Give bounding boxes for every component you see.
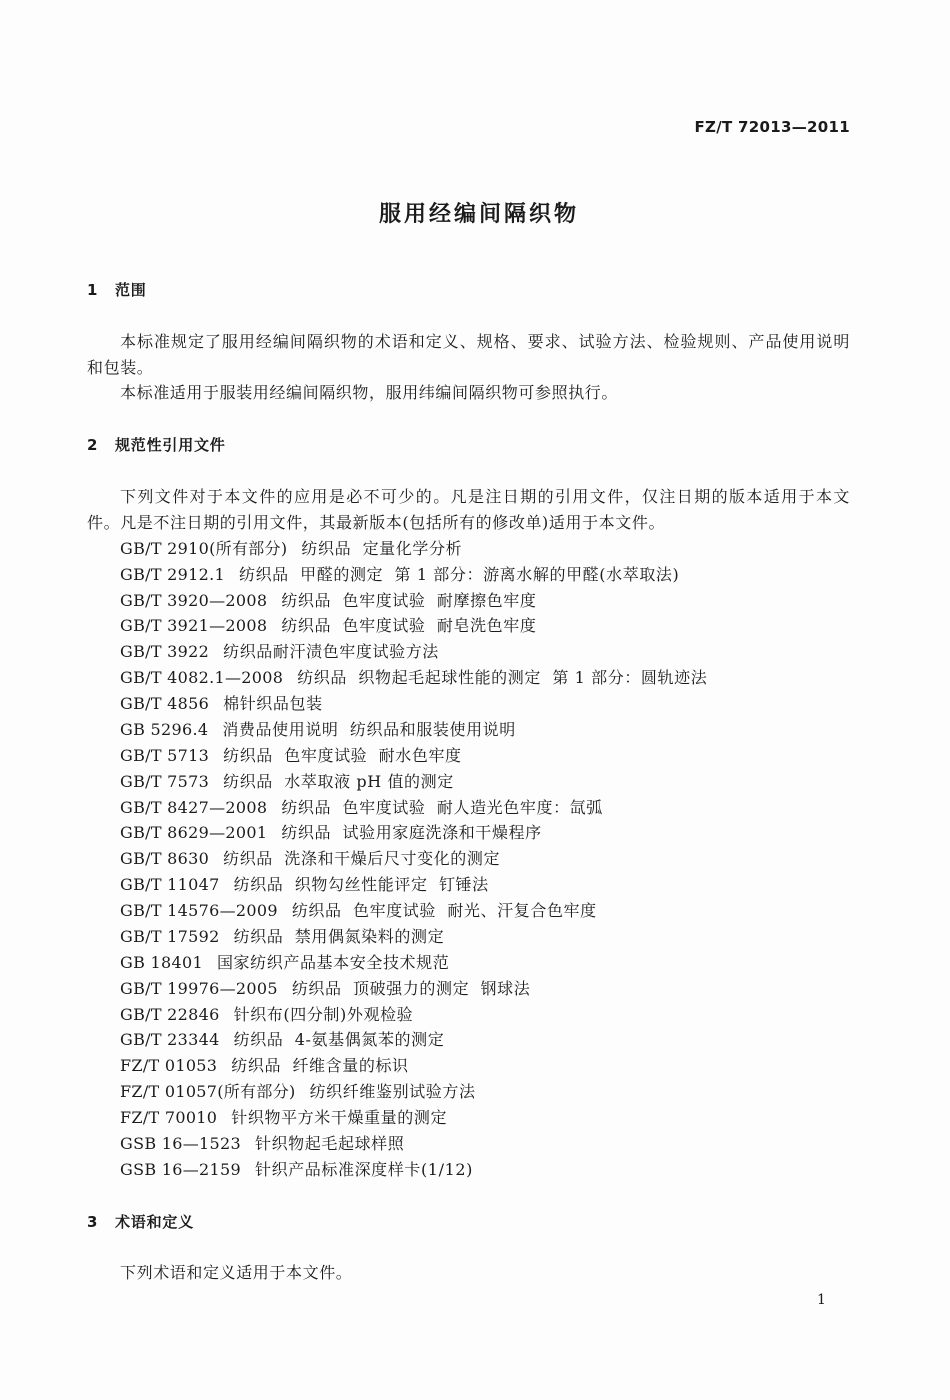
reference-title: 纺织品 色牢度试验 耐摩擦色牢度 [281, 590, 537, 610]
reference-code: GB/T 22846 [120, 1004, 220, 1024]
reference-title: 国家纺织产品基本安全技术规范 [216, 952, 450, 972]
reference-title: 纺织品 纤维含量的标识 [231, 1056, 409, 1076]
reference-title: 纺织品 水萃取液 pH 值的测定 [223, 771, 454, 791]
reference-item [87, 1105, 850, 1131]
reference-item [87, 950, 850, 976]
reference-title: 棉针织品包装 [223, 694, 323, 713]
reference-title: 消费品使用说明 纺织品和服装使用说明 [222, 719, 516, 739]
reference-code: GB/T 7573 [120, 771, 210, 791]
reference-title: 纺织品 定量化学分析 [301, 538, 463, 558]
document-title: 服用经编间隔织物 [378, 202, 579, 227]
reference-item [87, 769, 850, 795]
reference-item [87, 976, 850, 1002]
reference-code: GB/T 8629—2001 [120, 823, 268, 843]
reference-code: GSB 16—1523 [120, 1133, 241, 1153]
reference-title: 纺织品 禁用偶氮染料的测定 [233, 926, 445, 946]
paragraph: 本标准适用于服装用经编间隔织物，服用纬编间隔织物可参照执行。 [120, 383, 619, 402]
reference-code: GB/T 5713 [120, 745, 210, 765]
reference-title: 针织物平方米干燥重量的测定 [231, 1108, 448, 1127]
reference-code: FZ/T 70010 [120, 1108, 218, 1127]
reference-item [87, 846, 850, 872]
reference-code: GB/T 2912.1 [120, 564, 225, 584]
reference-code: GB/T 19976—2005 [120, 978, 278, 998]
reference-title: 纺织品 甲醛的测定 第 1 部分：游离水解的甲醛(水萃取法) [238, 564, 680, 584]
reference-code: GB/T 3922 [120, 642, 210, 662]
reference-title: 纺织品 4-氨基偶氮苯的测定 [233, 1030, 445, 1050]
reference-item [87, 820, 850, 846]
reference-item [87, 717, 850, 743]
reference-code: GB 18401 [120, 952, 203, 972]
reference-title: 纺织品耐汗渍色牢度试验方法 [223, 642, 439, 662]
reference-item [87, 872, 850, 898]
reference-code: GB/T 8427—2008 [120, 797, 268, 817]
reference-title: 纺织品 织物勾丝性能评定 钉锤法 [233, 875, 489, 895]
reference-list [87, 536, 850, 1183]
reference-title: 纺织品 色牢度试验 耐人造光色牢度：氙弧 [281, 797, 603, 817]
reference-item [87, 1079, 850, 1105]
reference-title: 纺织纤维鉴别试验方法 [309, 1082, 476, 1102]
section-title: 规范性引用文件 [115, 436, 226, 454]
section-terms-body [87, 1260, 850, 1286]
section-title: 术语和定义 [115, 1213, 195, 1231]
reference-title: 针织布(四分制)外观检验 [233, 1004, 414, 1024]
reference-code: GB/T 3920—2008 [120, 590, 268, 610]
section-heading-scope [87, 277, 147, 303]
reference-code: GB/T 11047 [120, 875, 220, 895]
reference-item [87, 665, 850, 691]
reference-item [87, 795, 850, 821]
section-heading-normative-references [87, 432, 226, 458]
paragraph: 本标准规定了服用经编间隔织物的术语和定义、规格、要求、试验方法、检验规则、产品使用说明和包装。 [87, 332, 850, 377]
reference-code: GB/T 2910(所有部分) [120, 538, 288, 558]
section-scope-body [87, 329, 850, 406]
reference-code: GB/T 23344 [120, 1030, 220, 1050]
standard-code-header: FZ/T 72013—2011 [694, 118, 850, 136]
reference-code: GB/T 4856 [120, 694, 210, 713]
section-title: 范围 [115, 281, 147, 299]
reference-code: FZ/T 01057(所有部分) [120, 1082, 296, 1102]
reference-code: GB 5296.4 [120, 719, 209, 739]
section-number: 2 [87, 436, 98, 454]
reference-title: 纺织品 色牢度试验 耐光、汗复合色牢度 [291, 901, 597, 920]
reference-item [87, 1131, 850, 1157]
reference-code: GB/T 17592 [120, 926, 220, 946]
reference-title: 纺织品 织物起毛起球性能的测定 第 1 部分：圆轨迹法 [297, 668, 708, 688]
reference-code: GSB 16—2159 [120, 1159, 241, 1179]
reference-code: GB/T 4082.1—2008 [120, 668, 284, 688]
reference-title: 针织物起毛起球样照 [254, 1133, 405, 1153]
reference-item [87, 588, 850, 614]
page-number: 1 [817, 1292, 826, 1308]
reference-item [87, 743, 850, 769]
paragraph: 下列术语和定义适用于本文件。 [120, 1263, 353, 1282]
reference-item [87, 639, 850, 665]
reference-item [87, 1002, 850, 1028]
paragraph: 下列文件对于本文件的应用是必不可少的。凡是注日期的引用文件，仅注日期的版本适用于本文件。凡是不注日期的引用文件，其最新版本(包括所有的修改单)适用于本文件。 [87, 487, 850, 532]
section-heading-terms-definitions [87, 1209, 194, 1235]
reference-item [87, 1027, 850, 1053]
reference-item [87, 536, 850, 562]
reference-code: GB/T 14576—2009 [120, 901, 278, 920]
reference-title: 纺织品 顶破强力的测定 钢球法 [291, 978, 531, 998]
reference-code: GB/T 3921—2008 [120, 616, 268, 636]
reference-item [87, 898, 850, 924]
reference-item [87, 924, 850, 950]
reference-item [87, 1157, 850, 1183]
reference-item [87, 613, 850, 639]
reference-item [87, 691, 850, 717]
reference-title: 纺织品 色牢度试验 耐皂洗色牢度 [281, 616, 537, 636]
reference-title: 纺织品 洗涤和干燥后尺寸变化的测定 [223, 849, 501, 869]
section-references-body [87, 484, 850, 1183]
reference-title: 针织产品标准深度样卡(1/12) [254, 1159, 473, 1179]
reference-item [87, 562, 850, 588]
reference-title: 纺织品 试验用家庭洗涤和干燥程序 [281, 823, 542, 843]
section-number: 3 [87, 1213, 98, 1231]
section-number: 1 [87, 281, 98, 299]
reference-item [87, 1053, 850, 1079]
reference-code: GB/T 8630 [120, 849, 210, 869]
reference-code: FZ/T 01053 [120, 1056, 218, 1076]
reference-title: 纺织品 色牢度试验 耐水色牢度 [223, 745, 462, 765]
